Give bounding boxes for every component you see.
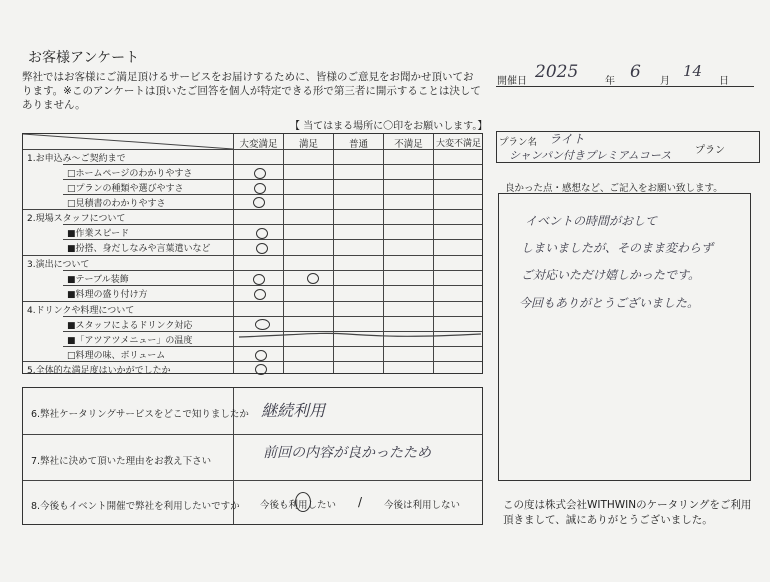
- question-box: [22, 387, 483, 525]
- q8-option-yes[interactable]: 今後も利用したい: [260, 500, 337, 511]
- date-label: 開催日: [497, 76, 527, 87]
- mark-homepage-very-satisfied[interactable]: [254, 168, 266, 179]
- header-neutral: 普通: [348, 139, 368, 150]
- row-drink-service: ■スタッフによるドリンク対応: [67, 321, 193, 331]
- plan-suffix: プラン: [695, 145, 725, 156]
- q7-label: 7.弊社に決めて頂いた理由をお教え下さい: [31, 456, 212, 467]
- row-estimate: □見積書のわかりやすさ: [67, 199, 166, 209]
- comment-line: 今回もありがとうございました。: [519, 296, 700, 310]
- header-diagonal: [23, 134, 233, 149]
- row-appearance: ■扮搭、身だしなみや言葉遣いなど: [67, 244, 211, 254]
- mark-appearance-very-satisfied[interactable]: [256, 243, 268, 254]
- q6-label: 6.弊社ケータリングサービスをどこで知りましたか: [31, 409, 249, 420]
- date-month-unit: 月: [660, 76, 670, 87]
- comment-line: ご対応いただけ嬉しかったです。: [521, 268, 701, 282]
- q8-label: 8.今後もイベント開催で弊社を利用したいですか: [31, 501, 240, 512]
- mark-estimate-very-satisfied[interactable]: [253, 197, 265, 208]
- section-presentation: 3.演出について: [27, 260, 90, 270]
- q7-answer[interactable]: 前回の内容が良かったため: [263, 445, 431, 461]
- section-drinks-food: 4.ドリンクや料理について: [27, 306, 135, 316]
- q8-separator: /: [358, 495, 363, 509]
- date-year[interactable]: 2025: [535, 62, 579, 82]
- mark-taste-volume-very-satisfied[interactable]: [255, 350, 267, 361]
- plan-value-line2[interactable]: シャンパン付きプレミアムコース: [509, 149, 672, 162]
- plan-value-line1[interactable]: ライト: [549, 132, 585, 146]
- comment-line: しまいましたが、そのまま変わらず: [521, 241, 714, 255]
- comment-box[interactable]: [498, 193, 751, 481]
- mark-table-decoration-satisfied[interactable]: [307, 273, 319, 284]
- circle-instruction: 【 当てはまる場所に〇印をお願いします。】: [290, 121, 488, 132]
- plan-box: [496, 131, 760, 163]
- q8-yes-circle-mark: [295, 492, 311, 512]
- section-overall: 5.全体的な満足度はいかがでしたか: [27, 366, 171, 376]
- q6-answer[interactable]: 継続利用: [261, 401, 326, 420]
- plan-label: プラン名: [499, 137, 538, 148]
- row-hot-menu-temp: ■「アツアツメニュー」の温度: [67, 336, 193, 346]
- mark-food-plating-very-satisfied[interactable]: [254, 289, 266, 300]
- mark-table-decoration-very-satisfied[interactable]: [253, 274, 265, 285]
- row-table-decoration: ■テーブル装飾: [67, 275, 129, 285]
- q8-option-no[interactable]: 今後は利用しない: [384, 500, 461, 511]
- page-title: お客様アンケート: [28, 50, 140, 66]
- comment-line: イベントの時間がおして: [525, 214, 658, 228]
- header-very-dissatisfied: 大変不満足: [435, 139, 481, 149]
- comment-prompt: 良かった点・感想など、ご記入をお願い致します。: [505, 183, 723, 194]
- mark-plan-types-very-satisfied[interactable]: [254, 183, 266, 194]
- header-satisfied: 満足: [298, 139, 318, 150]
- hot-menu-line-mark: [237, 329, 483, 341]
- mark-work-speed-very-satisfied[interactable]: [256, 228, 268, 239]
- row-plan-types: □プランの種類や選びやすさ: [67, 184, 184, 194]
- date-month[interactable]: 6: [630, 62, 641, 82]
- satisfaction-grid: [22, 133, 483, 374]
- header-very-satisfied: 大変満足: [239, 139, 278, 150]
- section-application: 1.お申込み～ご契約まで: [27, 154, 126, 164]
- date-day[interactable]: 14: [683, 62, 703, 80]
- intro-text: 弊社ではお客様にご満足頂けるサービスをお届けするために、皆様のご意見をお聞かせ頂いております。※このアンケートは頂いたご回答を個人が特定できる形で第三者に開示することは決してありません。: [22, 71, 481, 111]
- header-dissatisfied: 不満足: [394, 139, 423, 150]
- thank-you-note: この度は株式会社WITHWINのケータリングをご利用頂きまして、誠にありがとうございました。: [503, 499, 752, 526]
- mark-overall-very-satisfied[interactable]: [255, 364, 267, 375]
- row-homepage: □ホームページのわかりやすさ: [67, 169, 193, 179]
- date-day-unit: 日: [719, 76, 729, 87]
- row-food-plating: ■料理の盛り付け方: [67, 290, 148, 300]
- row-taste-volume: □料理の味、ボリューム: [67, 351, 166, 361]
- section-staff: 2.現場スタッフについて: [27, 214, 126, 224]
- row-work-speed: ■作業スピード: [67, 229, 130, 239]
- date-year-unit: 年: [605, 76, 615, 87]
